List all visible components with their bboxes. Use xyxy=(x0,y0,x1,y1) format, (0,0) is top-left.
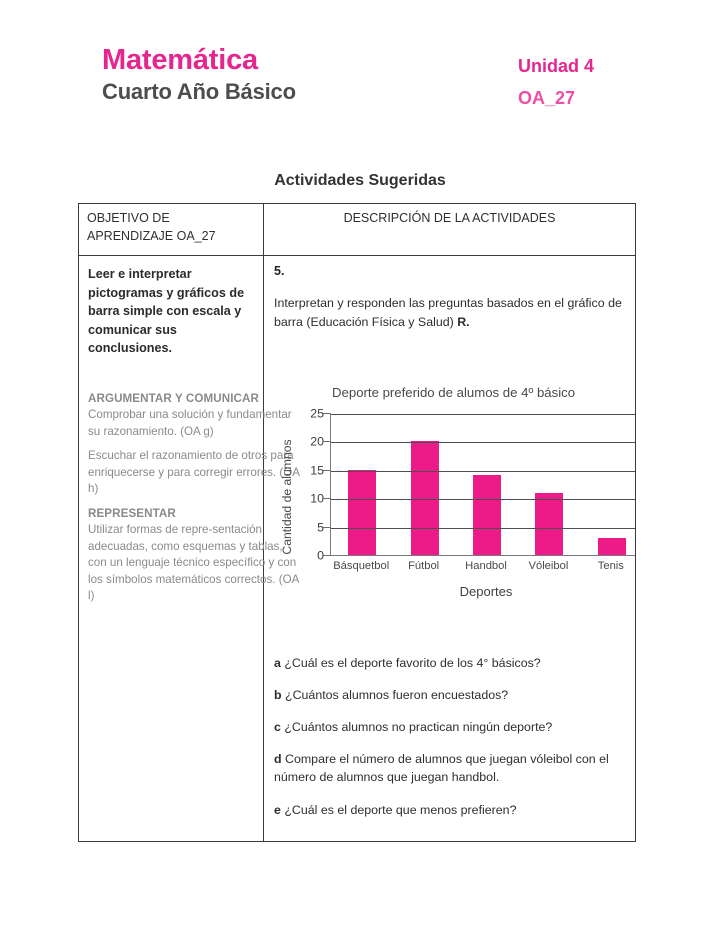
chart-x-tick: Handbol xyxy=(465,560,507,572)
chart-x-tick: Tenis xyxy=(597,560,624,572)
chart-y-tick: 15 xyxy=(310,463,324,478)
chart-y-tick: 20 xyxy=(310,435,324,450)
chart-y-tick-mark xyxy=(323,555,331,556)
chart-x-tick-labels xyxy=(330,560,635,572)
chart-title: Deporte preferido de alumos de 4º básico xyxy=(332,385,576,400)
header-left-block xyxy=(102,45,296,106)
chart-gridline xyxy=(331,499,635,500)
chart-y-tick-mark xyxy=(323,441,331,442)
question-text: Compare el número de alumnos que juegan vóleibol con el número de alumnos que juegan handbol. xyxy=(274,752,609,785)
activity-number: 5. xyxy=(274,264,285,278)
question-text: ¿Cuál es el deporte que menos prefieren? xyxy=(284,802,517,817)
page-header xyxy=(0,0,720,140)
chart-bar xyxy=(348,470,376,555)
header-right-block xyxy=(518,55,594,109)
oa-statement-text: Leer e interpretar pictogramas y gráficos de barra simple con escala y comunicar sus conclusiones. xyxy=(88,267,245,355)
skill-heading-representar: REPRESENTAR xyxy=(88,506,176,520)
bar-chart xyxy=(264,382,635,632)
chart-x-tick: Fútbol xyxy=(408,560,440,572)
question-item xyxy=(274,718,634,736)
chart-x-tick: Básquetbol xyxy=(333,560,390,572)
chart-plot-area xyxy=(310,406,635,563)
chart-y-tick: 0 xyxy=(317,548,324,563)
activity-intro-marker: R. xyxy=(457,314,470,329)
section-title: Actividades Sugeridas xyxy=(274,172,446,189)
question-item xyxy=(274,654,634,672)
skill-text-escuchar: Escuchar el razonamiento de otros para enriquecerse y para corregir errores. (OA h) xyxy=(88,449,300,496)
chart-bar xyxy=(535,493,563,555)
skill-heading-argumentar: ARGUMENTAR Y COMUNICAR xyxy=(88,392,259,405)
activity-intro-text: Interpretan y responden las preguntas basados en el gráfico de barra (Educación Física y Salud) xyxy=(274,296,622,329)
table-header-description-label: DESCRIPCIÓN DE LA ACTIVIDADES xyxy=(343,211,556,225)
question-letter: c xyxy=(274,720,285,735)
chart-y-tick: 25 xyxy=(310,406,324,421)
chart-y-tick-mark xyxy=(323,498,331,499)
grade-level-title: Cuarto Año Básico xyxy=(102,79,296,105)
chart-bar xyxy=(598,538,626,555)
unit-label: Unidad 4 xyxy=(518,56,595,76)
chart-bars xyxy=(331,413,635,555)
chart-y-tick: 5 xyxy=(317,520,324,535)
oa-code-label: OA_27 xyxy=(518,87,576,108)
chart-bar-slot xyxy=(393,413,455,555)
chart-bar-slot xyxy=(581,413,635,555)
chart-gridline xyxy=(331,471,635,472)
chart-y-tick-mark xyxy=(323,527,331,528)
question-letter: d xyxy=(274,752,286,767)
table-header-objective-label: OBJETIVO DE APRENDIZAJE OA_27 xyxy=(87,211,216,243)
chart-y-axis-label: Cantidad de alumnos xyxy=(280,439,294,555)
table-body-row xyxy=(79,256,635,841)
chart-gridline xyxy=(331,414,635,415)
chart-y-tick-mark xyxy=(323,413,331,414)
table-header-cell-objective xyxy=(79,204,264,256)
chart-gridline xyxy=(331,528,635,529)
chart-bar-slot xyxy=(456,413,518,555)
skill-text-representar: Utilizar formas de repre-sentación adecuadas, como esquemas y tablas, con un lenguaje técnico específico y con los símbolos matemáticos correctos. (OA l) xyxy=(88,523,299,602)
skill-text-argumentar: Comprobar una solución y fundamentar su razonamiento. (OA g) xyxy=(88,408,292,438)
chart-bar xyxy=(473,475,501,555)
chart-y-tick-mark xyxy=(323,470,331,471)
question-text: ¿Cuántos alumnos fueron encuestados? xyxy=(285,688,509,703)
chart-bar-slot xyxy=(518,413,580,555)
question-item xyxy=(274,801,634,819)
chart-x-tick: Vóleibol xyxy=(528,560,569,572)
chart-bar-slot xyxy=(331,413,393,555)
question-item xyxy=(274,750,634,786)
question-letter: b xyxy=(274,688,286,703)
question-letter: a xyxy=(274,656,285,670)
activity-intro xyxy=(264,278,635,331)
chart-gridline xyxy=(331,442,635,443)
questions-list xyxy=(274,654,640,833)
question-letter: e xyxy=(274,802,285,817)
description-cell xyxy=(264,256,635,841)
activities-table xyxy=(78,203,636,842)
question-text: ¿Cuál es el deporte favorito de los 4° básicos? xyxy=(284,656,541,670)
chart-y-tick: 10 xyxy=(310,491,324,506)
subject-title: Matemática xyxy=(102,44,258,76)
chart-x-axis-label: Deportes xyxy=(459,584,513,599)
question-item xyxy=(274,686,634,704)
table-header-cell-description xyxy=(264,204,635,256)
table-header-row xyxy=(79,204,635,256)
question-text: ¿Cuántos alumnos no practican ningún deporte? xyxy=(284,720,553,735)
